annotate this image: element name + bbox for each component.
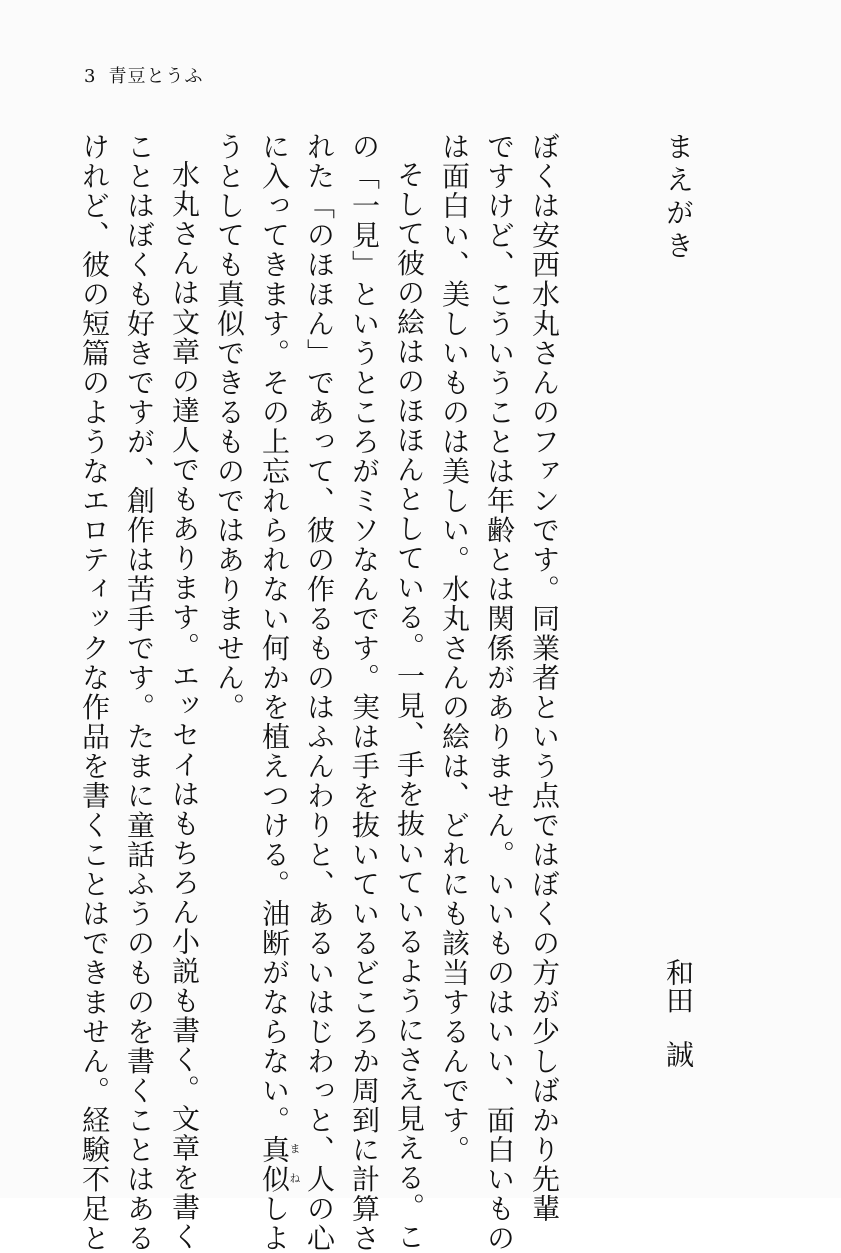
column-7-tail: しよ — [258, 1194, 291, 1253]
author-family-name: 誠 — [662, 1040, 695, 1068]
furigana-mane — [258, 1135, 301, 1194]
body-column-1: ぼくは安西水丸さんのファンです。同業者という点ではぼくの方が少しばかり先輩 — [528, 132, 561, 1224]
body-column-2: ですけど、こういうことは年齢とは関係がありません。いいものはいい、面白いもの — [483, 132, 516, 1253]
body-column-11: けれど、彼の短篇のようなエロティックな作品を書くことはできません。経験不足と — [78, 132, 111, 1253]
column-7-text: に入ってきます。その上忘れられない何かを植えつける。油断がならない。 — [258, 132, 291, 1135]
ruby-reading: まね — [288, 1135, 301, 1194]
page-number: 3 — [84, 66, 97, 87]
body-column-5: の「一見」というところがミソなんです。実は手を抜いているどころか周到に計算さ — [348, 132, 381, 1253]
ruby-base: 真似 — [258, 1135, 291, 1194]
body-column-4: そして彼の絵はのほほんとしている。一見、手を抜いているようにさえ見える。こ — [393, 160, 426, 1252]
body-column-9: 水丸さんは文章の達人でもあります。エッセイはもちろん小説も書く。文章を書く — [168, 160, 201, 1252]
author-name — [662, 958, 695, 1068]
running-head — [84, 68, 203, 86]
body-column-3: は面白い、美しいものは美しい。水丸さんの絵は、どれにも該当するんです。 — [438, 132, 471, 1165]
section-title: まえがき — [662, 132, 695, 264]
body-column-10: ことはぼくも好きですが、創作は苦手です。たまに童話ふうのものを書くことはある — [123, 132, 156, 1253]
author-given-name: 和田 — [662, 958, 695, 1014]
book-title: 青豆とうふ — [108, 66, 204, 87]
body-column-6: れた「のほほん」であって、彼の作るものはふんわりと、あるいはじわっと、人の心 — [303, 132, 336, 1253]
body-column-7 — [260, 132, 301, 1253]
body-column-8: うとしても真似できるものではありません。 — [213, 132, 246, 722]
